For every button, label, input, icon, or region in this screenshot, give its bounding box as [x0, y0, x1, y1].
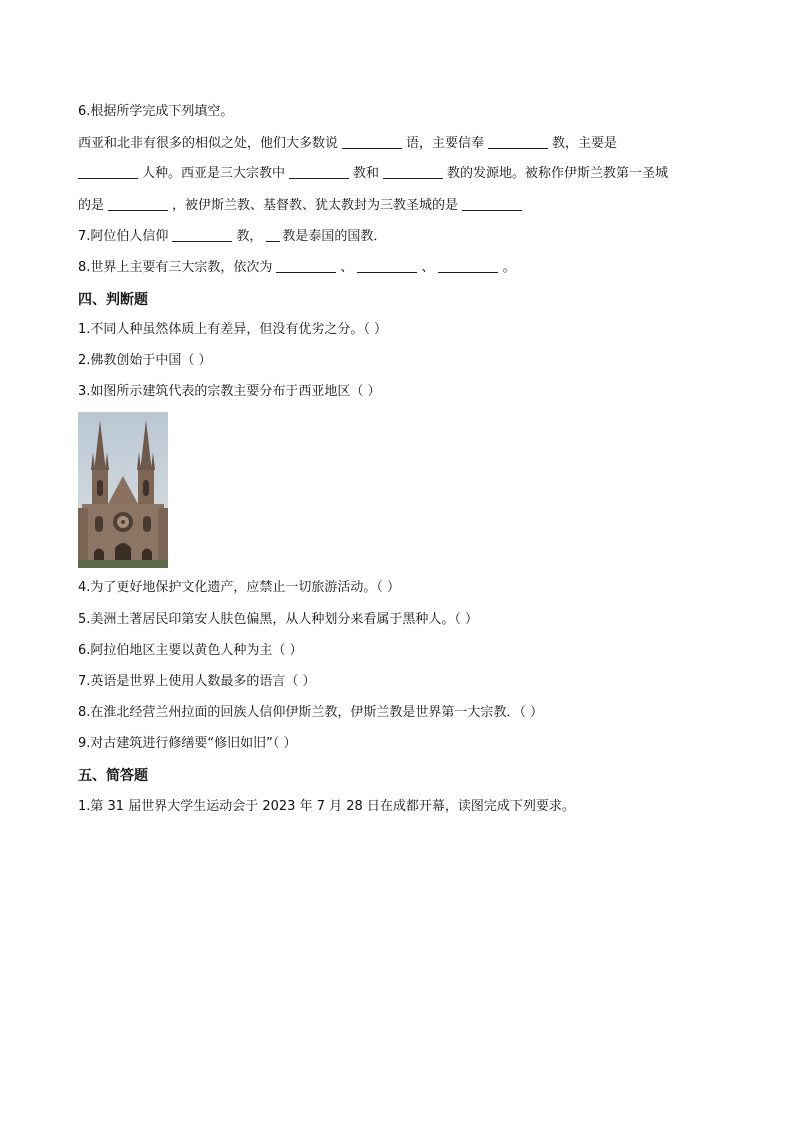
text: 教是泰国的国教． [282, 229, 387, 244]
judge-item-5: 5.美洲土著居民印第安人肤色偏黑，从人种划分来看属于黑种人。（ ） [78, 612, 479, 627]
text: 语，主要信奉 [406, 136, 485, 151]
answer-blank[interactable] [438, 260, 498, 273]
text: 人种。西亚是三大宗教中 [142, 166, 286, 181]
question-8 [78, 258, 515, 278]
judge-item-6: 6.阿拉伯地区主要以黄色人种为主（ ） [78, 643, 303, 658]
text: 教的发源地。被称作伊斯兰教第一圣城 [447, 166, 669, 181]
judge-item-7: 7.英语是世界上使用人数最多的语言（ ） [78, 674, 316, 689]
church-photo [78, 412, 168, 568]
judge-item-8: 8.在淮北经营兰州拉面的回族人信仰伊斯兰教，伊斯兰教是世界第一大宗教．（ ） [78, 705, 544, 720]
judge-item-2: 2.佛教创始于中国（ ） [78, 353, 212, 368]
answer-blank[interactable] [383, 166, 443, 179]
judge-item-9: 9.对古建筑进行修缮要“修旧如旧”（ ） [78, 736, 297, 751]
answer-blank[interactable] [266, 229, 280, 242]
text: 。 [502, 260, 516, 275]
section-5-heading: 五、简答题 [78, 768, 148, 784]
question-6-title: 6.根据所学完成下列填空。 [78, 104, 234, 119]
judge-item-3: 3.如图所示建筑代表的宗教主要分布于西亚地区（ ） [78, 384, 381, 399]
judge-item-4: 4.为了更好地保护文化遗产，应禁止一切旅游活动。（ ） [78, 580, 401, 595]
answer-blank[interactable] [108, 198, 168, 211]
gothic-church-image [78, 412, 168, 568]
answer-blank[interactable] [276, 260, 336, 273]
question-6-line-2 [78, 164, 668, 184]
answer-blank[interactable] [78, 166, 138, 179]
section-4-heading: 四、判断题 [78, 292, 148, 308]
question-7 [78, 227, 386, 247]
text: 8.世界上主要有三大宗教，依次为 [78, 260, 273, 275]
text: 7.阿位伯人信仰 [78, 229, 169, 244]
answer-blank[interactable] [488, 136, 548, 149]
answer-blank[interactable] [172, 229, 232, 242]
text: ，被伊斯兰教、基督教、犹太教封为三教圣城的是 [172, 198, 459, 213]
separator: 、 [340, 260, 354, 275]
answer-blank[interactable] [289, 166, 349, 179]
answer-blank[interactable] [462, 198, 522, 211]
question-6-line-1 [78, 134, 617, 154]
text: 西亚和北非有很多的相似之处，他们大多数说 [78, 136, 339, 151]
text: 的是 [78, 198, 105, 213]
judge-item-1: 1.不同人种虽然体质上有差异，但没有优劣之分。（ ） [78, 322, 388, 337]
separator: 、 [421, 260, 435, 275]
short-answer-item-1: 1.第 31 届世界大学生运动会于 2023 年 7 月 28 日在成都开幕，读图完成下列要求。 [78, 799, 575, 814]
question-6-line-3 [78, 196, 526, 216]
text: 教， [236, 229, 263, 244]
text: 教和 [353, 166, 380, 181]
text: 教，主要是 [552, 136, 618, 151]
answer-blank[interactable] [357, 260, 417, 273]
answer-blank[interactable] [342, 136, 402, 149]
